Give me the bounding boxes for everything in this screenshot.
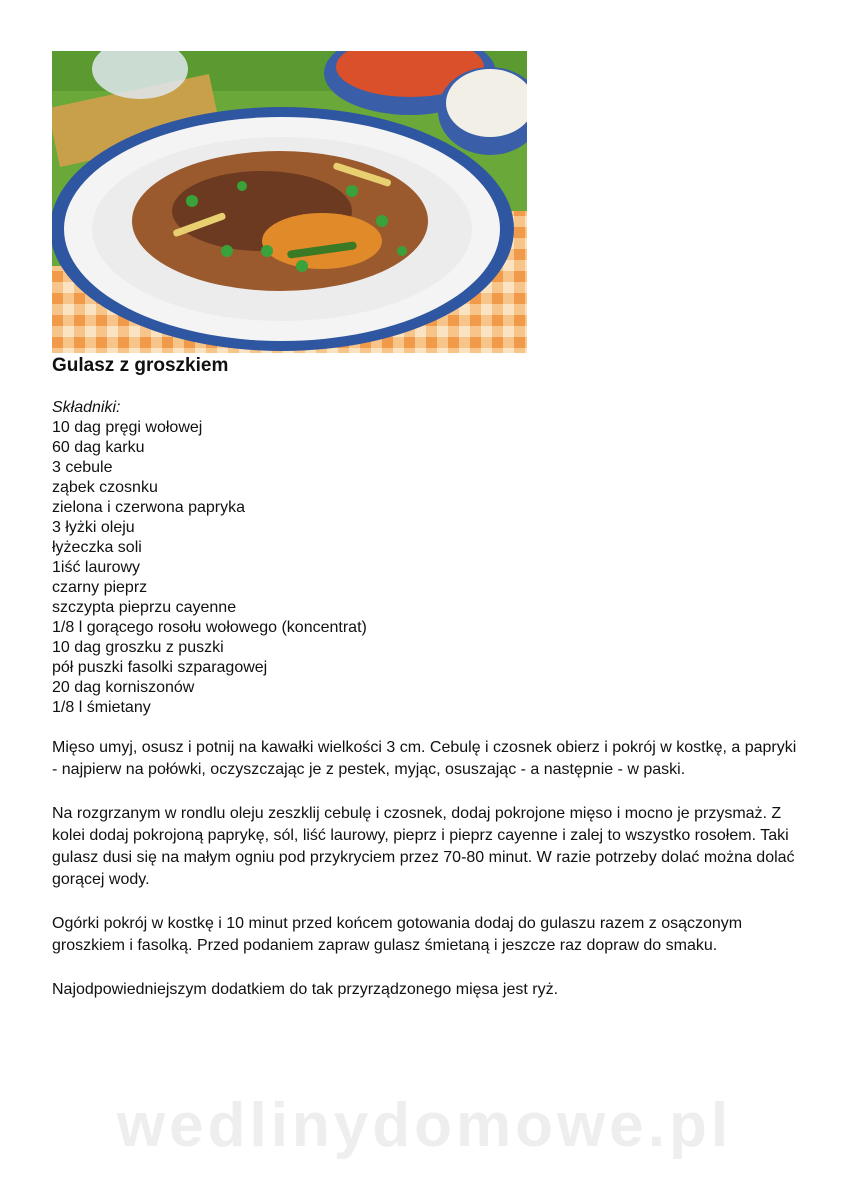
recipe-photo bbox=[52, 51, 527, 353]
ingredients-list bbox=[52, 418, 367, 718]
ingredient-item: 20 dag korniszonów bbox=[52, 679, 195, 696]
step-paragraph: Na rozgrzanym w rondlu oleju zeszklij cebulę i czosnek, dodaj pokrojone mięso i mocno je przysmaż. Z kolei dodaj pokrojoną paprykę, sól, liść laurowy, pieprz i pieprz cayenne i zalej to wszystko rosołem. Taki gulasz dusi się na małym ogniu pod przykryciem przez 70-80 minut. W razie potrzeby dolać można dolać gorącej wody. bbox=[52, 805, 795, 888]
ingredient-item: czarny pieprz bbox=[52, 579, 148, 596]
recipe-title: Gulasz z groszkiem bbox=[52, 355, 229, 376]
ingredient-item: 1/8 l gorącego rosołu wołowego (koncentrat) bbox=[52, 619, 367, 636]
ingredient-item: 10 dag groszku z puszki bbox=[52, 639, 224, 656]
ingredient-item: 1iść laurowy bbox=[52, 559, 141, 576]
step-paragraph: Mięso umyj, osusz i potnij na kawałki wielkości 3 cm. Cebulę i czosnek obierz i pokrój w kostkę, a papryki - najpierw na połówki, oczyszczając je z pestek, myjąc, osuszając - a następnie - w paski. bbox=[52, 739, 797, 778]
ingredient-item: pół puszki fasolki szparagowej bbox=[52, 659, 268, 676]
ingredient-item: ząbek czosnku bbox=[52, 479, 158, 496]
ingredient-item: szczypta pieprzu cayenne bbox=[52, 599, 237, 616]
ingredient-item: 1/8 l śmietany bbox=[52, 699, 151, 716]
step-paragraph: Najodpowiedniejszym dodatkiem do tak przyrządzonego mięsa jest ryż. bbox=[52, 981, 559, 998]
step-paragraph: Ogórki pokrój w kostkę i 10 minut przed końcem gotowania dodaj do gulaszu razem z osączonym groszkiem i fasolką. Przed podaniem zapraw gulasz śmietaną i jeszcze raz dopraw do smaku. bbox=[52, 915, 743, 954]
ingredient-item: zielona i czerwona papryka bbox=[52, 499, 245, 516]
site-watermark: wedlinydomowe.pl bbox=[116, 1091, 733, 1160]
ingredient-item: 60 dag karku bbox=[52, 439, 145, 456]
preparation-steps bbox=[52, 737, 797, 1023]
ingredient-item: łyżeczka soli bbox=[52, 539, 142, 556]
ingredients-label: Składniki: bbox=[52, 399, 121, 416]
ingredient-item: 10 dag pręgi wołowej bbox=[52, 419, 203, 436]
ingredient-item: 3 łyżki oleju bbox=[52, 519, 135, 536]
ingredients-section bbox=[52, 398, 367, 718]
ingredient-item: 3 cebule bbox=[52, 459, 113, 476]
